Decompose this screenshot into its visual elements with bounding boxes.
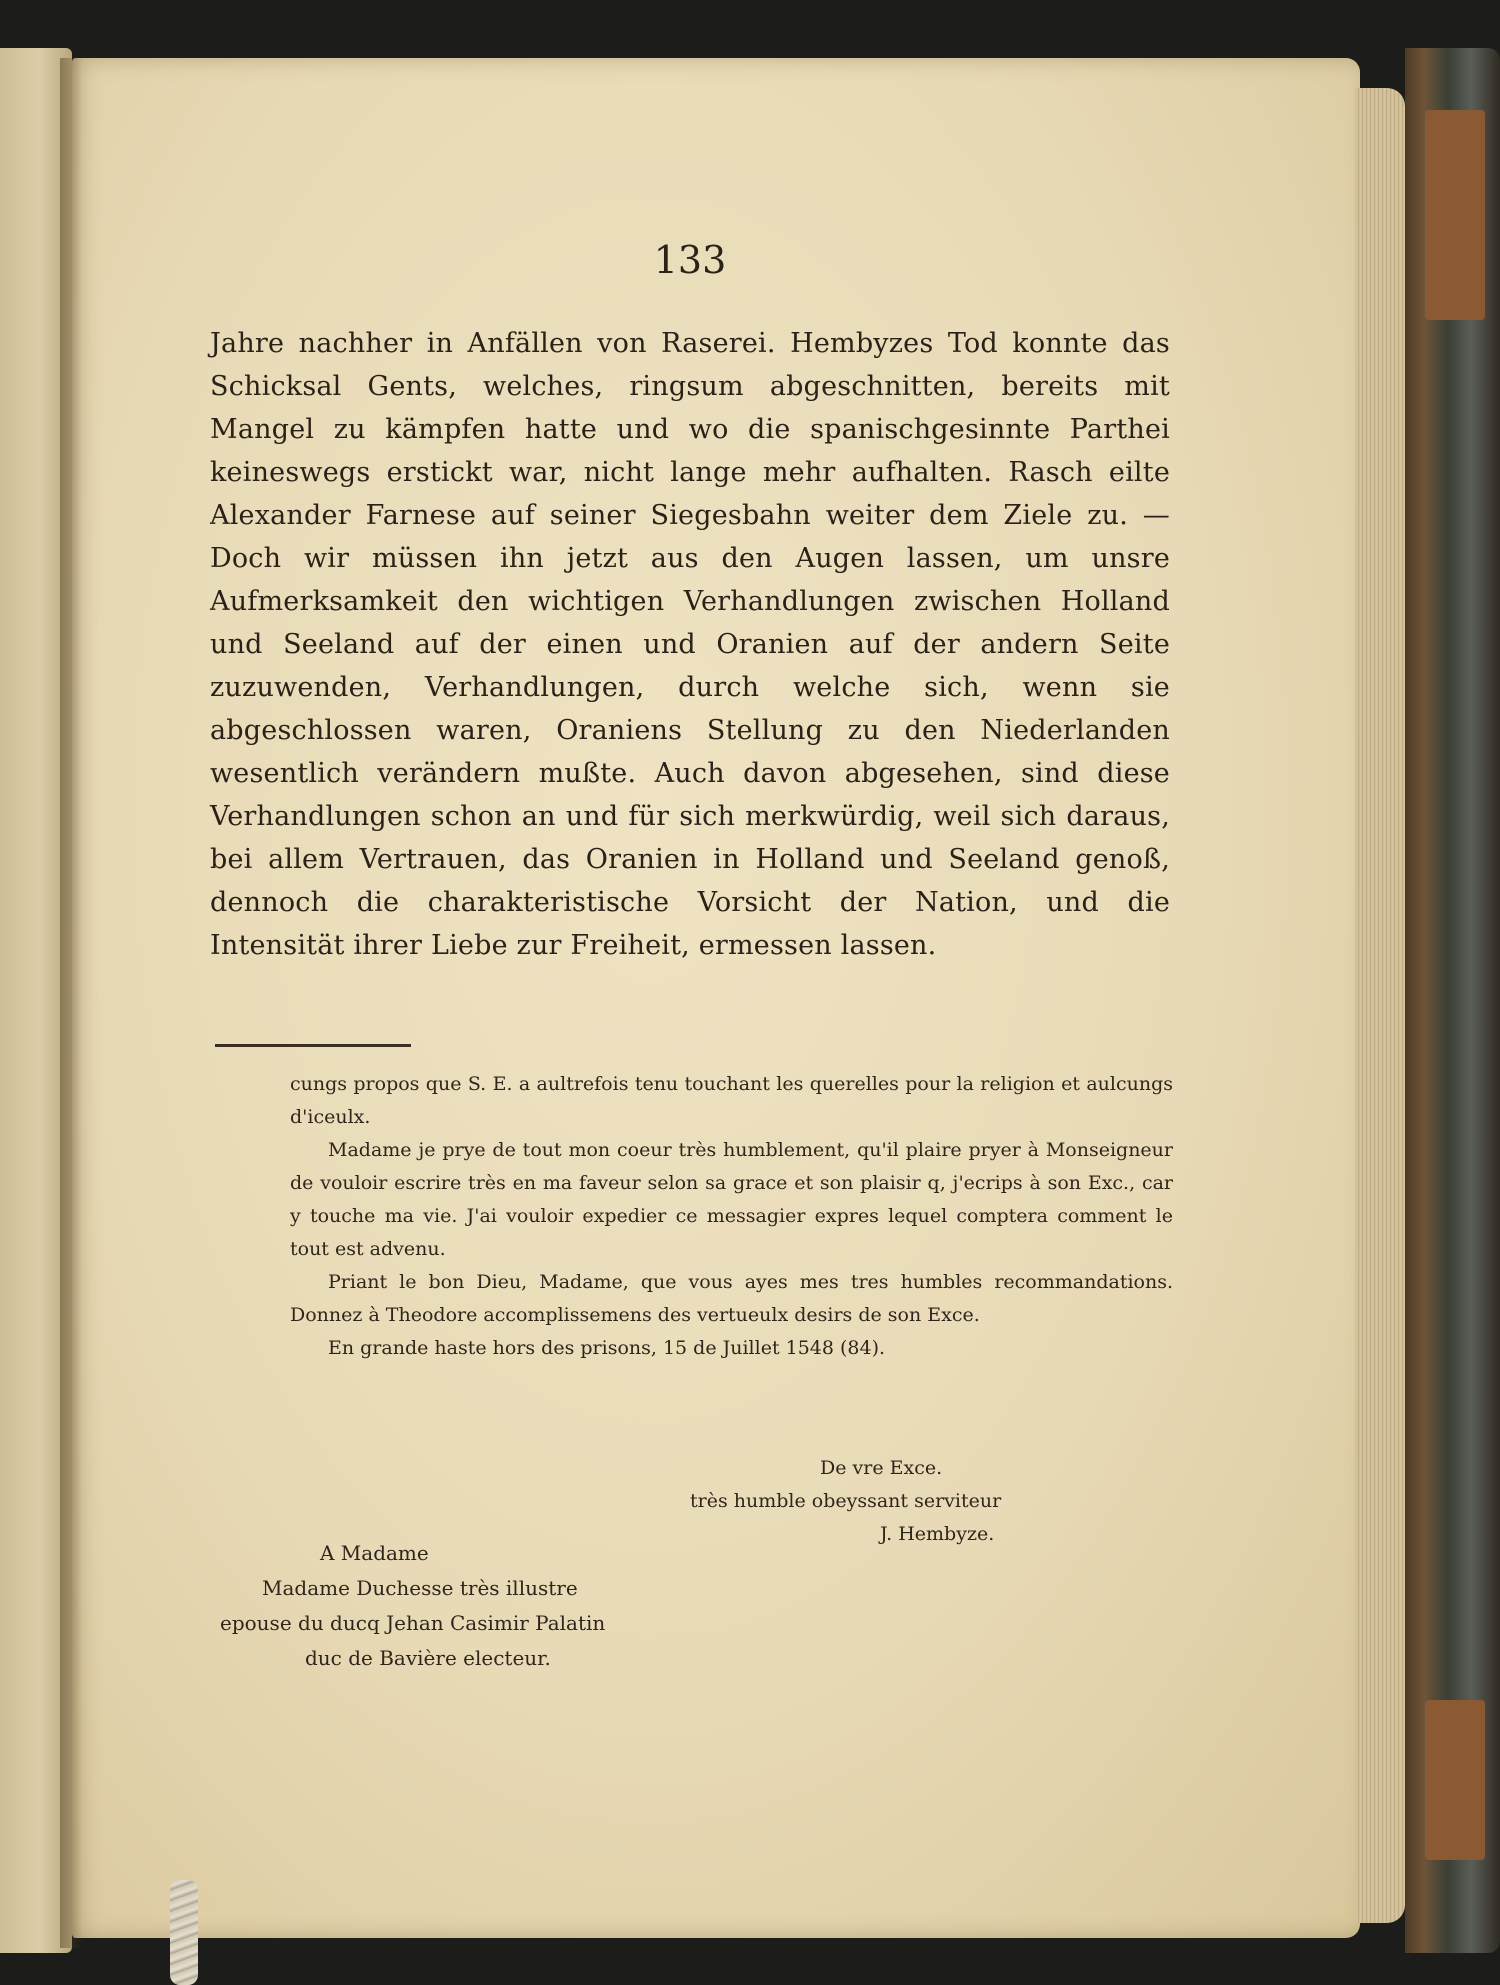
address-line: A Madame (320, 1541, 429, 1565)
book-gutter (60, 58, 82, 1948)
letter-signoff (690, 1452, 1110, 1551)
letter-address (210, 1536, 730, 1676)
footnote (290, 1068, 1173, 1365)
page-number: 133 (653, 238, 727, 282)
footnote-paragraph: Madame je prye de tout mon coeur très humblement, qu'il plaire pryer à Monseigneur de vouloir escrire très en ma faveur selon sa grace et son plaisir q, j'ecrips à son Exc., car y touche ma vie. J'ai vouloir expedier ce messagier expres lequel comptera comment le tout est advenu. (290, 1139, 1173, 1260)
footnote-paragraph: Priant le bon Dieu, Madame, que vous ayes mes tres humbles recommandations. Donnez à Theodore accomplissemens des vertueulx desirs de son Exce. (290, 1271, 1173, 1326)
footnote-paragraph: En grande haste hors des prisons, 15 de Juillet 1548 (84). (328, 1337, 886, 1359)
main-paragraph: Jahre nachher in Anfällen von Raserei. Hembyzes Tod konnte das Schicksal Gents, welches, ringsum abgeschnitten, bereits mit Mangel zu kämpfen hatte und wo die spanischgesinnte Parthei keineswegs erstickt war, nicht lange mehr aufhalten. Rasch eilte Alexander Farnese auf seiner Siegesbahn weiter dem Ziele zu. — Doch wir müssen ihn jetzt aus den Augen lassen, um unsre Aufmerksamkeit den wichtigen Verhandlungen zwischen Holland und Seeland auf der einen und Oranien auf der andern Seite zuzuwenden, Verhandlungen, durch welche sich, wenn sie abgeschlossen waren, Oraniens Stellung zu den Niederlanden wesentlich verändern mußte. Auch davon abgesehen, sind diese Verhandlungen schon an und für sich merkwürdig, weil sich daraus, bei allem Vertrauen, das Oranien in Holland und Seeland genoß, dennoch die charakteristische Vorsicht der Nation, und die Intensität ihrer Liebe zur Freiheit, ermessen lassen. (210, 328, 1170, 961)
book-cover (1405, 48, 1500, 1953)
address-line: Madame Duchesse très illustre (262, 1576, 578, 1600)
footnote-divider (215, 1044, 411, 1047)
footnote-paragraph: cungs propos que S. E. a aultrefois tenu touchant les querelles pour la religion et aulcungs d'iceulx. (290, 1073, 1173, 1128)
cover-leather-patch (1425, 110, 1485, 320)
address-line: duc de Bavière electeur. (305, 1646, 551, 1670)
address-line: epouse du ducq Jehan Casimir Palatin (220, 1611, 606, 1635)
cover-leather-patch (1425, 1700, 1485, 1860)
signoff-signature: J. Hembyze. (880, 1523, 995, 1545)
page-block-edge (1355, 88, 1405, 1923)
bookmark-ribbon (170, 1880, 198, 1985)
signoff-line: très humble obeyssant serviteur (690, 1490, 1002, 1512)
signoff-line: De vre Exce. (820, 1457, 943, 1479)
